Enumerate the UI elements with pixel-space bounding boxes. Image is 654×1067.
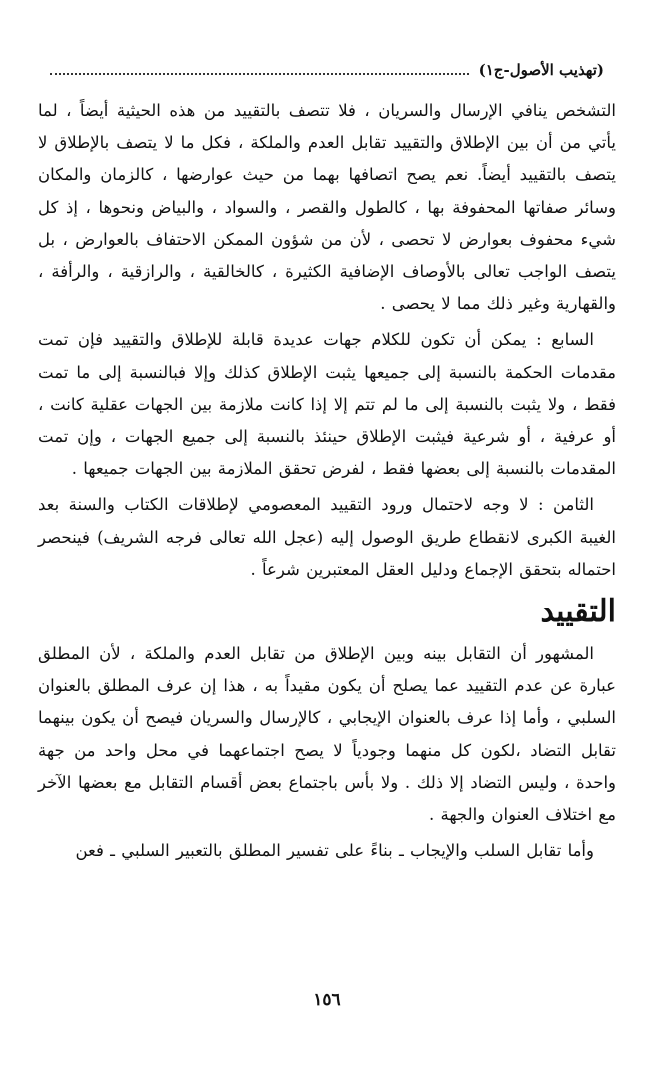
paragraph-mashhur: المشهور أن التقابل بينه وبين الإطلاق من تقابل العدم والملكة ، لأن المطلق عبارة عن عدم التقييد عما يصلح أن يكون مقيداً به ، هذا إن عرف المطلق بالعنوان السلبي ، وأما إذا عرف بالعنوان الإيجابي ، كالإرسال والسريان فيصح أن يكون بينهما تقابل التضاد ،لكون كل منهما وجودياً لا يصح اجتماعهما في محل واحد من جهة واحدة ، وليس التضاد إلا ذلك . ولا بأس باجتماع بعض أقسام التقابل مع بعضها الآخر مع اختلاف العنوان والجهة . bbox=[38, 644, 616, 825]
paragraph-continuation: التشخص ينافي الإرسال والسريان ، فلا تتصف بالتقييد من هذه الحيثية أيضاً ، لما يأتي من أن بين الإطلاق والتقييد تقابل العدم والملكة ، فكل ما لا يتصف بالإطلاق لا يتصف بالتقييد أيضاً. نعم يصح اتصافها بهما من حيث عوارضها ، كالزمان والمكان وسائر صفاتها المحفوفة بها ، كالطول والقصر ، والسواد ، والبياض ونحوها ، إذ كل شيء محفوف بعوارض لا تحصى ، لأن من شؤون الممكن الاحتفاف بالعوارض ، بل يتصف الواجب تعالى بالأوصاف الإضافية الكثيرة ، كالخالقية ، والرازقية ، والرأفة ، والقهارية وغير ذلك مما لا يحصى . bbox=[38, 101, 616, 314]
dotted-leader bbox=[50, 73, 469, 75]
running-header bbox=[50, 58, 604, 82]
page-number: ١٥٦ bbox=[313, 990, 341, 1010]
paragraph-eighth: الثامن : لا وجه لاحتمال ورود التقييد المعصومي لإطلاقات الكتاب والسنة بعد الغيبة الكبرى لانقطاع طريق الوصول إليه (عجل الله تعالى فرجه الشريف) فينحصر احتماله بتحقق الإجماع ودليل العقل المعتبرين شرعاً . bbox=[38, 495, 616, 579]
paragraph-tail: وأما تقابل السلب والإيجاب ـ بناءً على تفسير المطلق بالتعبير السلبي ـ فعن bbox=[75, 841, 594, 861]
paragraph-seventh: السابع : يمكن أن تكون للكلام جهات عديدة قابلة للإطلاق والتقييد فإن تمت مقدمات الحكمة بالنسبة إلى جميعها يثبت الإطلاق كذلك وإلا فبالنسبة إلى ما تمت فقط ، ولا يثبت بالنسبة إلى ما لم تتم إلا إذا كانت ملازمة بين الجهات عقلية كانت ، أو عرفية ، أو شرعية فيثبت الإطلاق حينئذ بالنسبة إلى جميع الجهات ، وإن تمت المقدمات بالنسبة إلى بعضها فقط ، لفرض تحقق الملازمة بين الجهات جميعها . bbox=[38, 330, 616, 479]
book-title: (تهذيب الأصول-ج١) bbox=[478, 61, 604, 79]
section-heading: التقييد bbox=[540, 594, 616, 630]
body-text bbox=[38, 95, 616, 867]
